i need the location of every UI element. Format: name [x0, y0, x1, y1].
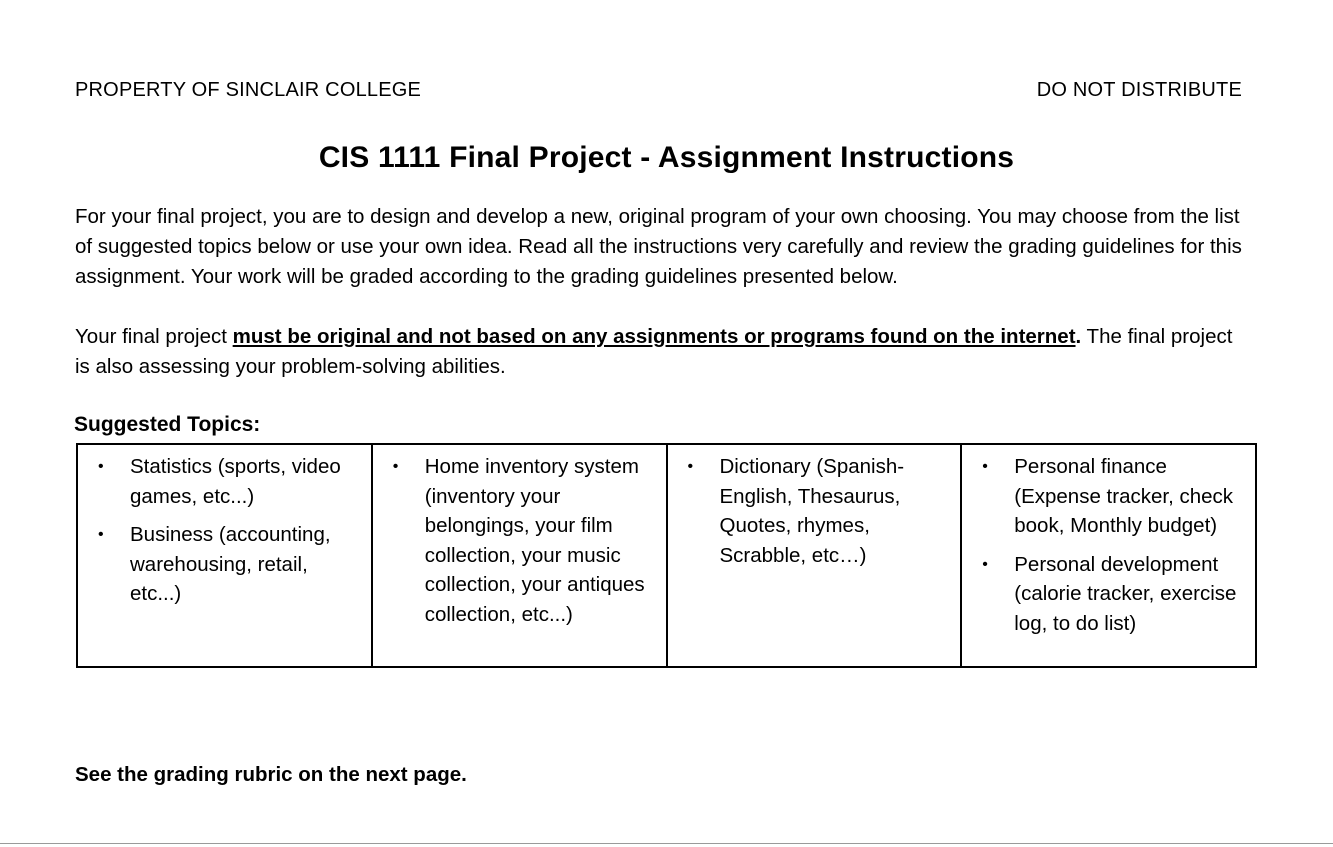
header-distribution-notice: DO NOT DISTRIBUTE — [1036, 79, 1242, 101]
topics-list — [96, 452, 361, 609]
topics-list — [391, 452, 656, 629]
intro-paragraph: For your final project, you are to design and develop a new, original program of your own choosing. You may choose from the list of suggested topics below or use your own idea. Read all the instructions very carefully and review the grading guidelines for this assignment. Your work will be graded according to the grading guidelines presented below. — [75, 205, 1242, 288]
originality-tail: The final project is also assessing your problem-solving abilities. — [75, 325, 1233, 378]
topics-column-1 — [78, 445, 373, 666]
topic-item — [96, 452, 361, 511]
rubric-note: See the grading rubric on the next page. — [75, 763, 467, 786]
topics-column-3 — [668, 445, 963, 666]
originality-period: . — [1075, 325, 1082, 348]
topic-text: Personal development (calorie tracker, exercise log, to do list) — [1014, 552, 1237, 635]
topic-text: Statistics (sports, video games, etc...) — [130, 455, 341, 508]
page-divider — [0, 843, 1333, 844]
topics-list — [980, 452, 1245, 638]
bullet-icon: • — [982, 555, 988, 573]
topic-item — [980, 452, 1245, 541]
bullet-icon: • — [982, 458, 988, 475]
topic-item — [686, 452, 951, 570]
topic-text: Dictionary (Spanish-English, Thesaurus, Quotes, rhymes, Scrabble, etc…) — [719, 455, 905, 567]
topic-text: Home inventory system (inventory your belongings, your film collection, your music collection, your antiques collection, etc...) — [424, 455, 645, 626]
bullet-icon: • — [98, 458, 104, 475]
topic-text: Personal finance (Expense tracker, check book, Monthly budget) — [1014, 455, 1234, 537]
page-title: CIS 1111 Final Project - Assignment Instructions — [318, 141, 1015, 174]
topic-item — [980, 550, 1245, 639]
originality-lead: Your final project — [75, 325, 233, 348]
originality-paragraph — [75, 322, 1245, 382]
originality-emphasis: must be original and not based on any assignments or programs found on the internet — [232, 325, 1076, 348]
topics-column-2 — [373, 445, 668, 666]
suggested-topics-table — [76, 443, 1257, 668]
bullet-icon: • — [392, 458, 399, 475]
topics-list — [686, 452, 951, 570]
topic-text: Business (accounting, warehousing, retail, etc...) — [130, 523, 331, 605]
topics-column-4 — [962, 445, 1255, 666]
bullet-icon: • — [98, 526, 104, 543]
bullet-icon: • — [687, 458, 694, 475]
suggested-topics-heading: Suggested Topics: — [74, 413, 261, 436]
topic-item — [96, 520, 361, 609]
topic-item — [391, 452, 656, 629]
header-property-notice: PROPERTY OF SINCLAIR COLLEGE — [75, 79, 422, 101]
